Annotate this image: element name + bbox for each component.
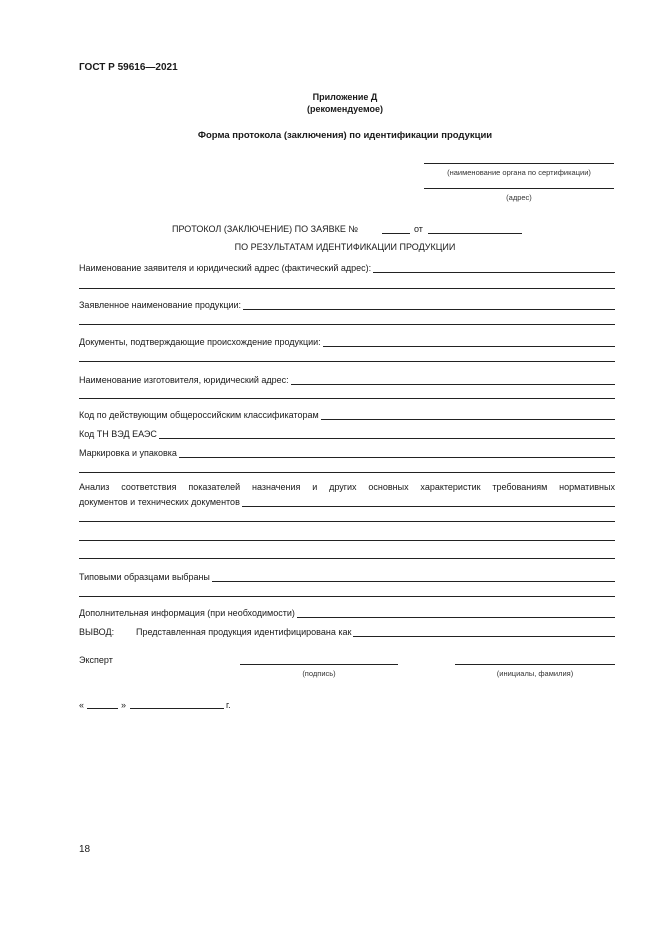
appendix-subtitle: (рекомендуемое) bbox=[307, 104, 383, 114]
date-close-quote: » bbox=[121, 700, 127, 710]
standard-header: ГОСТ Р 59616—2021 bbox=[79, 62, 178, 73]
page-number: 18 bbox=[79, 844, 91, 855]
manufacturer-label: Наименование изготовителя, юридический адрес: bbox=[79, 375, 289, 385]
marking-extra-line[interactable] bbox=[79, 472, 615, 473]
classifier-code-label: Код по действующим общероссийским классификаторам bbox=[79, 410, 319, 420]
product-name-label: Заявленное наименование продукции: bbox=[79, 300, 242, 310]
protocol-line1 bbox=[172, 223, 358, 235]
marking-row bbox=[79, 444, 615, 458]
authority-address-line bbox=[424, 188, 614, 189]
conclusion-text: Представленная продукция идентифицирована как bbox=[136, 627, 352, 637]
name-line[interactable] bbox=[455, 664, 615, 665]
tnved-code-row bbox=[79, 425, 615, 439]
samples-extra-line[interactable] bbox=[79, 596, 615, 597]
signature-line[interactable] bbox=[240, 664, 398, 665]
classifier-code-row bbox=[79, 406, 615, 420]
analysis-label: документов и технических документов bbox=[79, 497, 240, 507]
authority-name-line bbox=[424, 163, 614, 164]
additional-input-line[interactable] bbox=[297, 607, 615, 618]
protocol-prefix: ПРОТОКОЛ (ЗАКЛЮЧЕНИЕ) ПО ЗАЯВКЕ № bbox=[172, 224, 358, 234]
date-open-quote: « bbox=[79, 700, 85, 710]
analysis-extra-line-3[interactable] bbox=[79, 558, 615, 559]
conclusion-row bbox=[79, 623, 615, 637]
applicant-extra-line[interactable] bbox=[79, 288, 615, 289]
manufacturer-row bbox=[79, 371, 615, 385]
analysis-extra-line-1[interactable] bbox=[79, 521, 615, 522]
address-caption: (адрес) bbox=[506, 193, 532, 202]
marking-label: Маркировка и упаковка bbox=[79, 448, 177, 458]
applicant-label: Наименование заявителя и юридический адрес (фактический адрес): bbox=[79, 263, 372, 273]
additional-label: Дополнительная информация (при необходимости) bbox=[79, 608, 295, 618]
product-name-row bbox=[79, 296, 615, 310]
additional-row bbox=[79, 604, 615, 618]
applicant-row bbox=[79, 259, 615, 273]
date-day-line[interactable] bbox=[87, 708, 118, 709]
applicant-input-line[interactable] bbox=[373, 262, 615, 273]
origin-docs-extra-line[interactable] bbox=[79, 361, 615, 362]
analysis-extra-line-2[interactable] bbox=[79, 540, 615, 541]
name-caption: (инициалы, фамилия) bbox=[496, 669, 574, 678]
samples-row bbox=[79, 568, 615, 582]
conclusion-input-line[interactable] bbox=[353, 626, 615, 637]
appendix-title: Приложение Д bbox=[312, 92, 378, 102]
form-title: Форма протокола (заключения) по идентификации продукции bbox=[197, 130, 493, 141]
date-year-suffix: г. bbox=[226, 700, 231, 710]
expert-label: Эксперт bbox=[79, 655, 113, 665]
manufacturer-extra-line[interactable] bbox=[79, 398, 615, 399]
protocol-from: от bbox=[414, 224, 423, 234]
analysis-row bbox=[79, 493, 615, 507]
tnved-code-label: Код ТН ВЭД ЕАЭС bbox=[79, 429, 157, 439]
origin-docs-label: Документы, подтверждающие происхождение продукции: bbox=[79, 337, 321, 347]
date-month-year-line[interactable] bbox=[130, 708, 224, 709]
product-name-extra-line[interactable] bbox=[79, 324, 615, 325]
protocol-line2: ПО РЕЗУЛЬТАТАМ ИДЕНТИФИКАЦИИ ПРОДУКЦИИ bbox=[234, 242, 456, 252]
origin-docs-row bbox=[79, 333, 615, 347]
samples-input-line[interactable] bbox=[212, 571, 615, 582]
analysis-input-line[interactable] bbox=[242, 496, 615, 507]
classifier-code-input-line[interactable] bbox=[321, 409, 615, 420]
marking-input-line[interactable] bbox=[179, 447, 615, 458]
request-number-line bbox=[382, 233, 410, 234]
product-name-input-line[interactable] bbox=[243, 299, 615, 310]
conclusion-label: ВЫВОД: bbox=[79, 627, 115, 637]
authority-caption: (наименование органа по сертификации) bbox=[447, 168, 591, 177]
signature-caption: (подпись) bbox=[302, 669, 336, 678]
origin-docs-input-line[interactable] bbox=[323, 336, 615, 347]
samples-label: Типовыми образцами выбраны bbox=[79, 572, 210, 582]
tnved-code-input-line[interactable] bbox=[159, 428, 615, 439]
analysis-line1: Анализ соответствия показателей назначения и других основных характеристик требованиям нормативных bbox=[79, 482, 615, 492]
request-date-line bbox=[428, 233, 522, 234]
manufacturer-input-line[interactable] bbox=[291, 374, 615, 385]
